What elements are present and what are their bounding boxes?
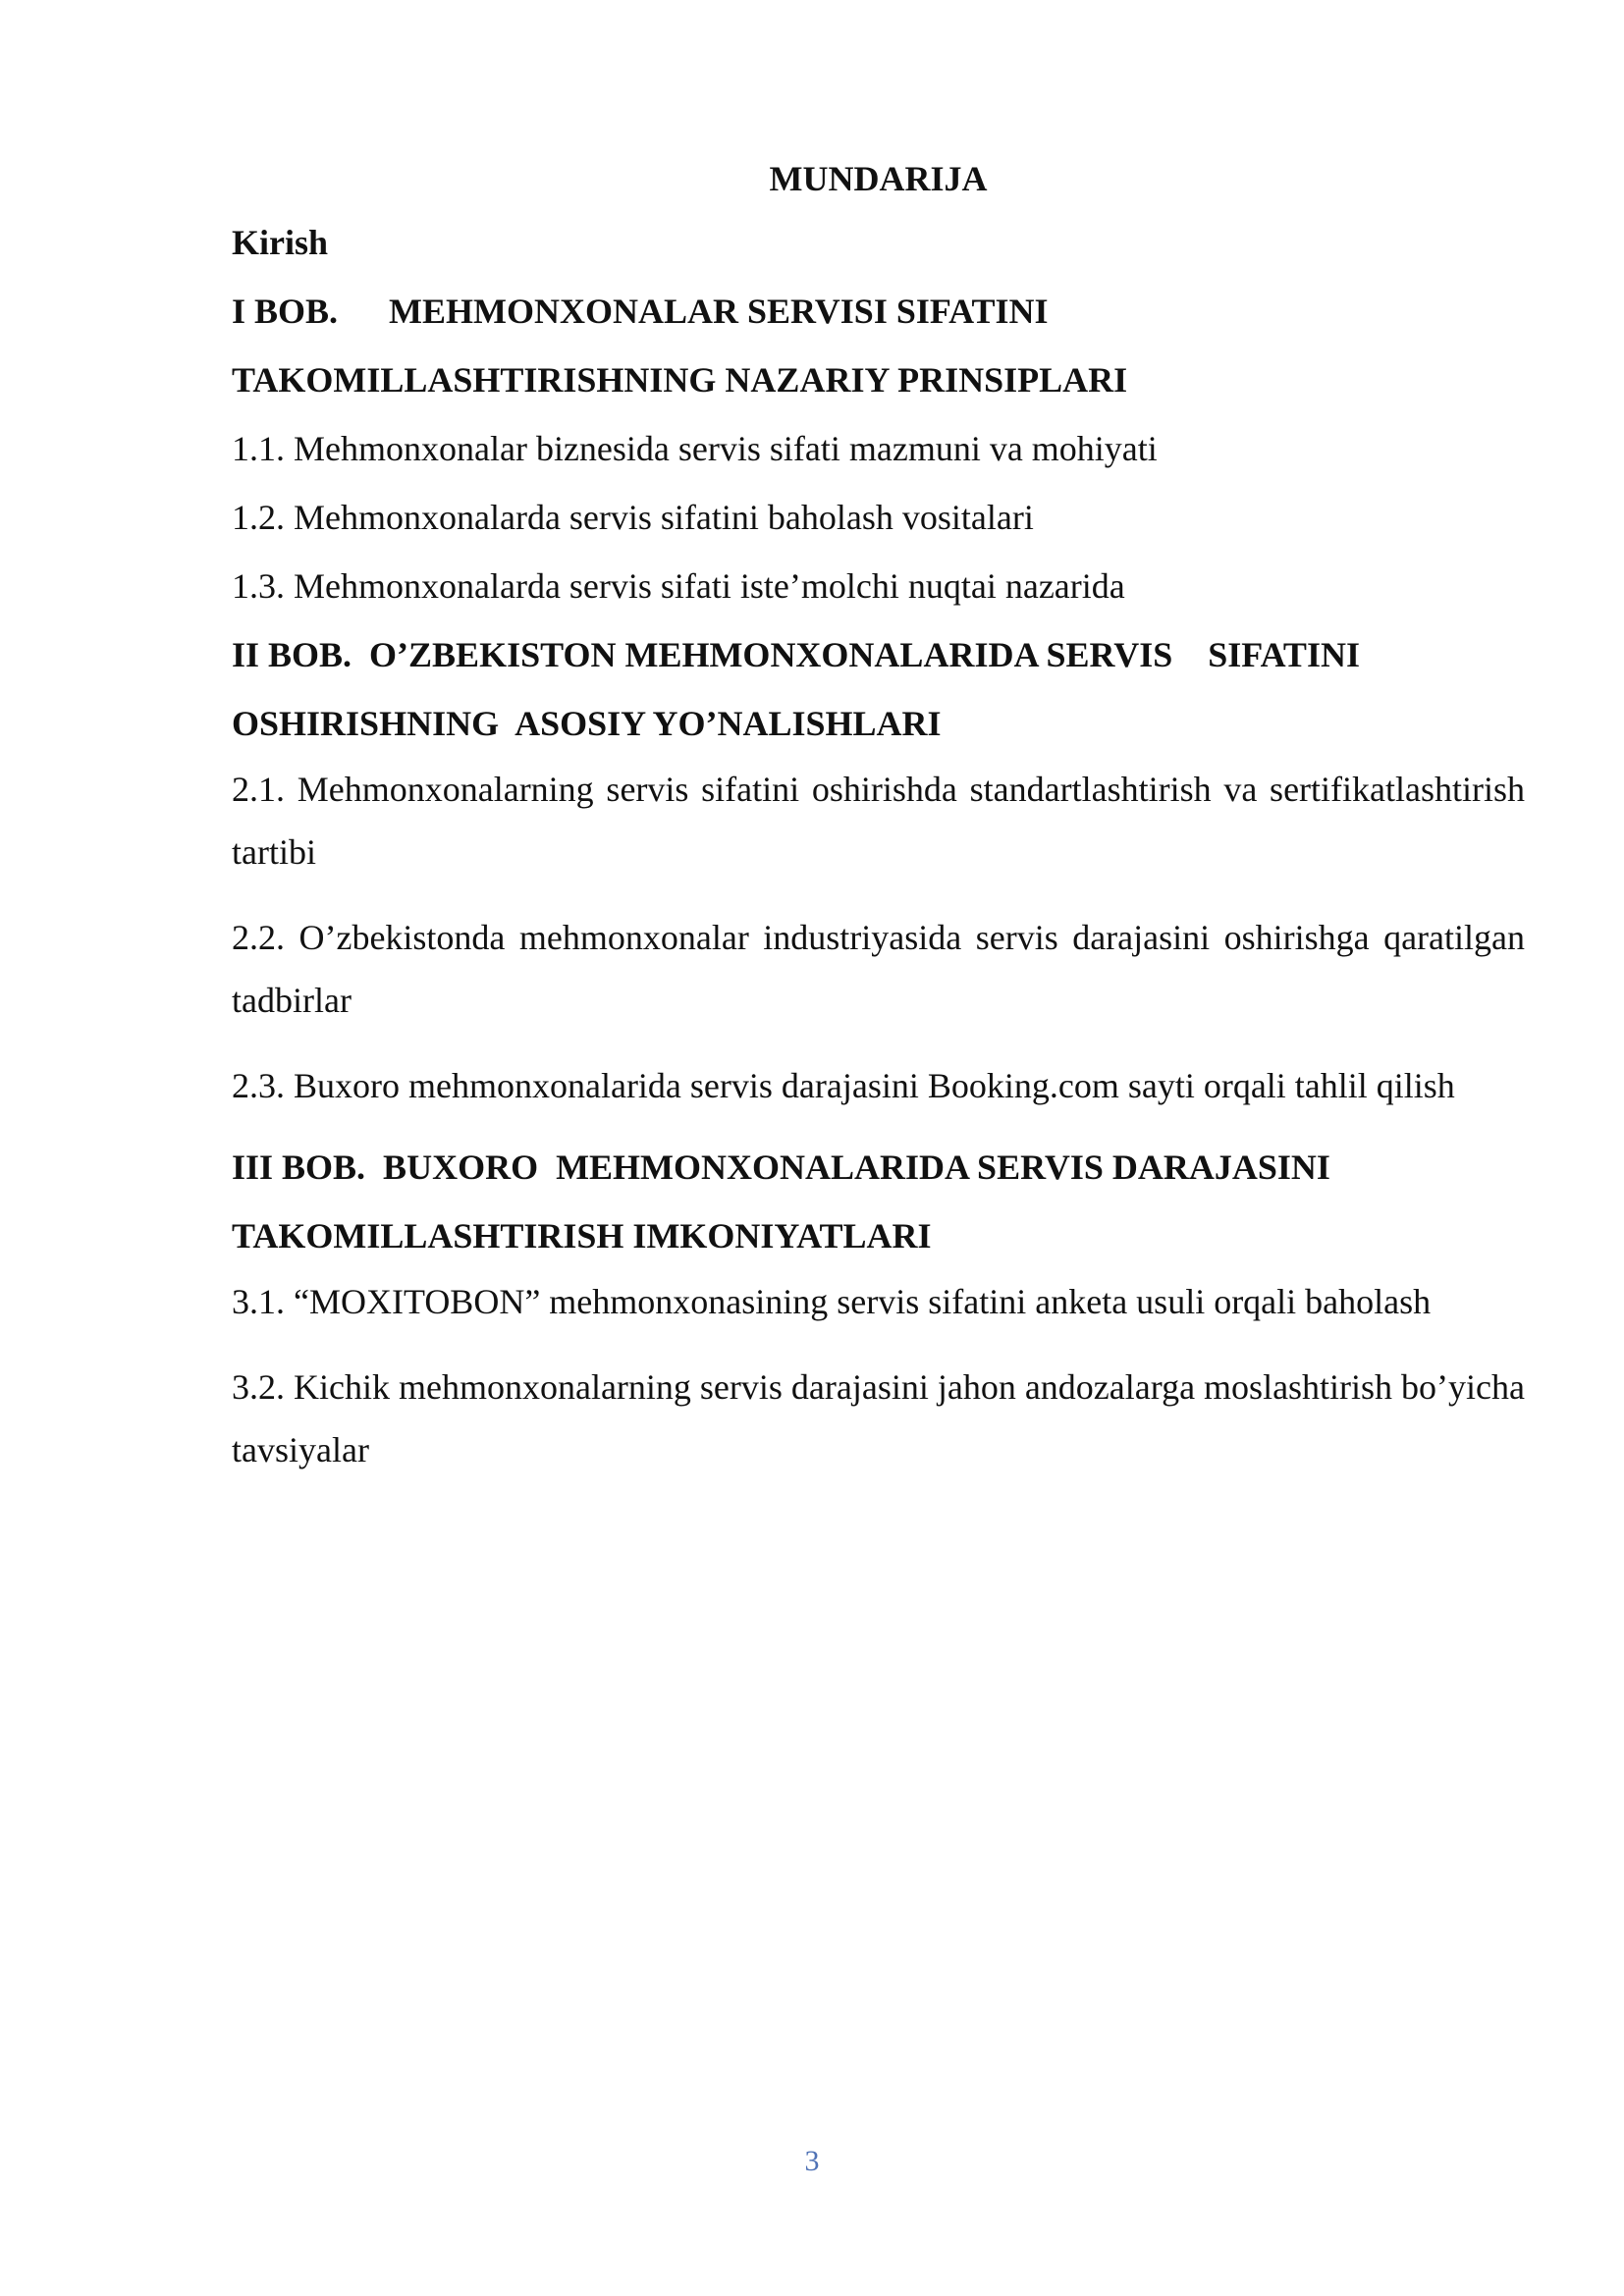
chapter-2-heading-line-2: OSHIRISHNING ASOSIY YO’NALISHLARI — [232, 704, 942, 743]
chapter-1-heading-line-1 — [232, 277, 1525, 346]
chapter-1-gap — [338, 277, 389, 346]
section-1-2: 1.2. Mehmonxonalarda servis sifatini baholash vositalari — [232, 498, 1034, 537]
section-3-1: 3.1. “MOXITOBON” mehmonxonasining servis sifatini anketa usuli orqali baholash — [232, 1282, 1432, 1321]
chapter-1-number: I BOB. — [232, 292, 339, 331]
toc-title: MUNDARIJA — [769, 159, 988, 198]
chapter-3-heading-line-2: TAKOMILLASHTIRISH IMKONIYATLARI — [232, 1216, 932, 1255]
chapter-1-heading-line-2: TAKOMILLASHTIRISHNING NAZARIY PRINSIPLARI — [232, 360, 1128, 400]
chapter-3-heading-line-1: III BOB. BUXORO MEHMONXONALARIDA SERVIS DARAJASINI — [232, 1148, 1330, 1187]
page-number: 3 — [804, 2145, 820, 2177]
chapter-1-title: MEHMONXONALAR SERVISI SIFATINI — [389, 292, 1049, 331]
section-1-1: 1.1. Mehmonxonalar biznesida servis sifati mazmuni va mohiyati — [232, 429, 1158, 468]
section-2-1: 2.1. Mehmonxonalarning servis sifatini oshirishda standartlashtirish va sertifikatlashtirish tartibi — [232, 770, 1525, 872]
section-3-2: 3.2. Kichik mehmonxonalarning servis darajasini jahon andozalarga moslashtirish bo’yicha tavsiyalar — [232, 1367, 1526, 1469]
table-of-contents — [232, 149, 1525, 1504]
section-2-2: 2.2. O’zbekistonda mehmonxonalar industriyasida servis darajasini oshirishga qaratilgan tadbirlar — [232, 918, 1525, 1020]
chapter-2-heading-line-1: II BOB. O’ZBEKISTON MEHMONXONALARIDA SERVIS SIFATINI — [232, 635, 1360, 674]
section-1-3: 1.3. Mehmonxonalarda servis sifati iste’molchi nuqtai nazarida — [232, 566, 1125, 606]
section-2-3: 2.3. Buxoro mehmonxonalarida servis darajasini Booking.com sayti orqali tahlil qilish — [232, 1066, 1455, 1105]
intro-heading: Kirish — [232, 223, 329, 262]
